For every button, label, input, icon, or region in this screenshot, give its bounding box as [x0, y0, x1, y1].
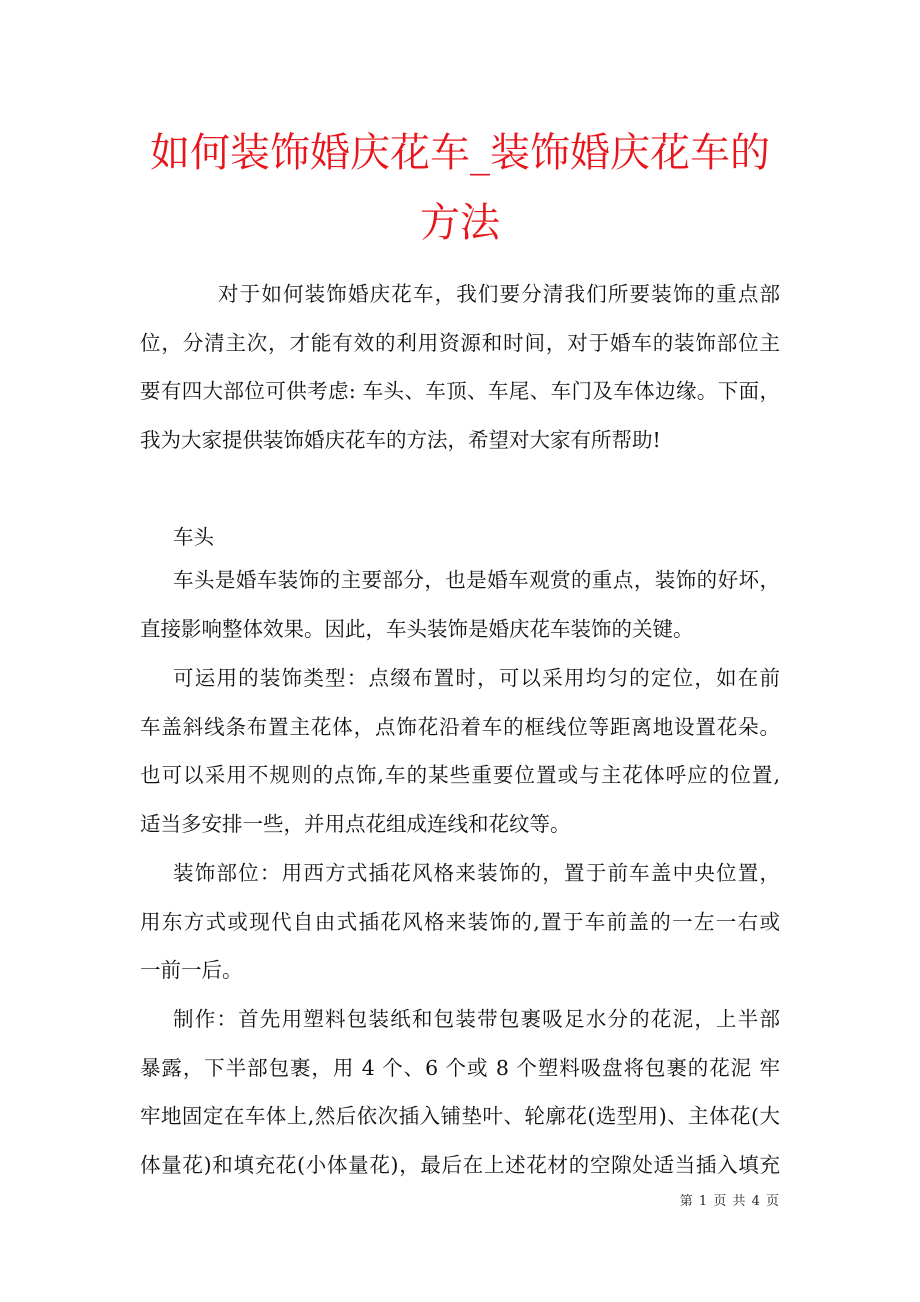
document-title-line-1: 如何装饰婚庆花车_装饰婚庆花车的: [150, 130, 770, 176]
text-line: 车盖斜线条布置主花体，点饰花沿着车的框线位等距离地设置花朵。: [140, 714, 780, 739]
paragraph-4: [140, 995, 780, 1189]
text-line: 车头是婚车装饰的主要部分，也是婚车观赏的重点，装饰的好坏，: [173, 568, 780, 592]
paragraph-3: [140, 849, 780, 995]
text-line: 适当多安排一些，并用点花组成连线和花纹等。: [140, 811, 571, 836]
text-line: 直接影响整体效果。因此，车头装饰是婚庆花车装饰的关键。: [140, 616, 694, 641]
document-title-line-2: 方法: [420, 200, 500, 246]
text-line: 用东方式或现代自由式插花风格来装饰的,置于车前盖的一左一右或: [140, 909, 780, 934]
text-line: 制作：首先用塑料包装纸和包装带包裹吸足水分的花泥，上半部: [173, 1007, 780, 1031]
text-line: 我为大家提供装饰婚庆花车的方法，希望对大家有所帮助!: [140, 427, 661, 452]
text-line: 一前一后。: [140, 958, 243, 983]
text-line: 装饰部位：用西方式插花风格来装饰的，置于前车盖中央位置，: [173, 861, 780, 885]
page-number-footer: 第 1 页 共 4 页: [679, 1194, 780, 1209]
text-line: 也可以采用不规则的点饰,车的某些重要位置或与主花体呼应的位置,: [140, 763, 780, 788]
section-heading: [140, 513, 780, 562]
text-line: 要有四大部位可供考虑: 车头、车顶、车尾、车门及车体边缘。下面，: [140, 379, 780, 404]
paragraph-2: [140, 654, 780, 848]
section-heading-text: 车头: [173, 525, 214, 549]
text-line: 牢地固定在车体上,然后依次插入铺垫叶、轮廓花(选型用)、主体花(大: [140, 1104, 780, 1129]
text-line: 位，分清主次，才能有效的利用资源和时间，对于婚车的装饰部位主: [140, 330, 780, 355]
intro-paragraph: [140, 270, 780, 464]
text-line: 体量花)和填充花(小体量花)，最后在上述花材的空隙处适当插入填充: [140, 1152, 780, 1177]
text-line: 可运用的装饰类型：点缀布置时，可以采用均匀的定位，如在前: [173, 666, 780, 690]
text-line: 对于如何装饰婚庆花车，我们要分清我们所要装饰的重点部: [218, 282, 780, 306]
paragraph-1: [140, 556, 780, 653]
text-line: 暴露，下半部包裹，用 4 个、6 个或 8 个塑料吸盘将包裹的花泥 牢: [140, 1055, 780, 1080]
